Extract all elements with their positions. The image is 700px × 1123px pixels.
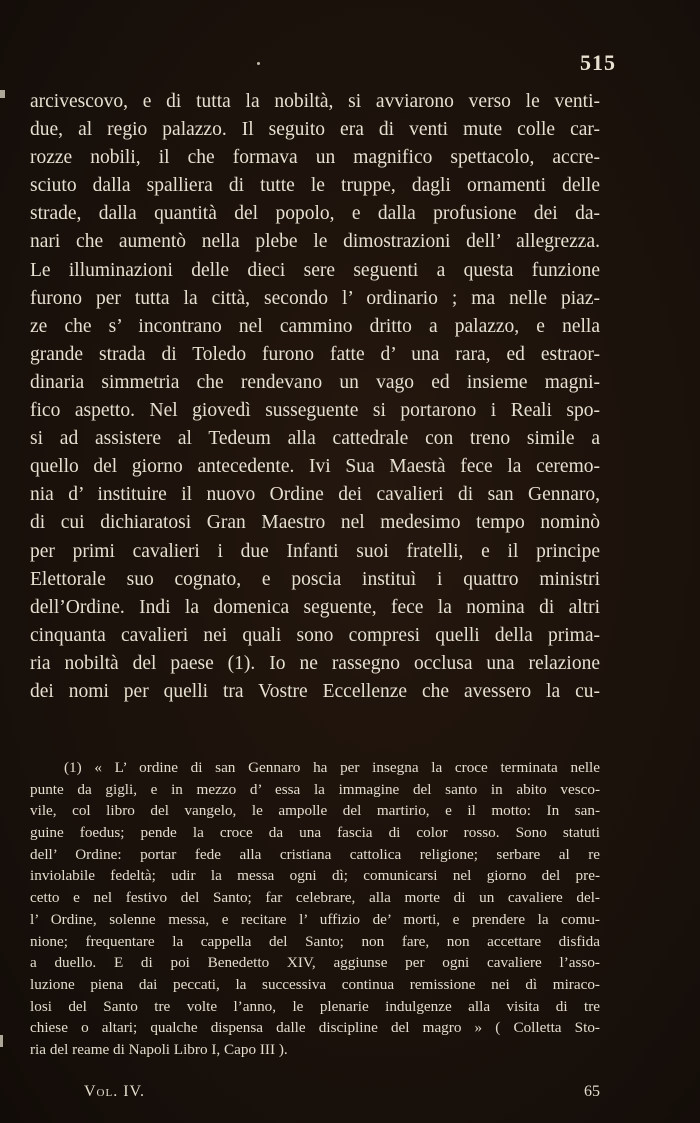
footnote-line: punte da gigli, e in mezzo d’ essa la immagine del santo in abito vesco- xyxy=(30,780,600,798)
footnote-line: nione; frequentare la cappella del Santo; non fare, non accettare disfida xyxy=(30,932,600,950)
footnote-line: luzione piena dai peccati, la successiva continua remissione nei dì miraco- xyxy=(30,975,600,993)
footnote-line: guine foedus; pende la croce da una fascia di color rosso. Sono statuti xyxy=(30,824,600,842)
main-text xyxy=(30,88,600,706)
text-line: nia d’ instituire il nuovo Ordine dei cavalieri di san Gennaro, xyxy=(30,484,600,506)
text-line: Elettorale suo cognato, e poscia instituì i quattro ministri xyxy=(30,568,600,590)
footnote xyxy=(30,757,600,1061)
text-line: due, al regio palazzo. Il seguito era di venti mute colle car- xyxy=(30,119,600,141)
footnote-line: losi del Santo tre volte l’anno, le plenarie indulgenze alla visita di tre xyxy=(30,997,600,1015)
text-line: dell’Ordine. Indi la domenica seguente, fece la nomina di altri xyxy=(30,596,600,618)
text-line: cinquanta cavalieri nei quali sono compresi quelli della prima- xyxy=(30,624,600,646)
text-line: si ad assistere al Tedeum alla cattedrale con treno simile a xyxy=(30,428,600,450)
footnote-line: cetto e nel festivo del Santo; far celebrare, alla morte di un cavaliere del- xyxy=(30,889,600,907)
text-line: grande strada di Toledo furono fatte d’ una rara, ed estraor- xyxy=(30,343,600,365)
text-line: furono per tutta la città, secondo l’ ordinario ; ma nelle piaz- xyxy=(30,287,600,309)
text-line: Le illuminazioni delle dieci sere seguenti a questa funzione xyxy=(30,259,600,281)
footnote-line: a duello. E di poi Benedetto XIV, aggiunse per ogni cavaliere l’asso- xyxy=(30,954,600,972)
text-line: ria nobiltà del paese (1). Io ne rassegno occlusa una relazione xyxy=(30,652,600,674)
text-line: sciuto dalla spalliera di tutte le truppe, dagli ornamenti delle xyxy=(30,175,600,197)
text-line: nari che aumentò nella plebe le dimostrazioni dell’ allegrezza. xyxy=(30,231,600,253)
footnote-line: dell’ Ordine: portar fede alla cristiana cattolica religione; serbare al re xyxy=(30,845,600,863)
text-line: per primi cavalieri i due Infanti suoi fratelli, e il principe xyxy=(30,540,600,562)
footnote-line: ria del reame di Napoli Libro I, Capo III ). xyxy=(30,1040,288,1058)
text-line: ze che s’ incontrano nel cammino dritto a palazzo, e nella xyxy=(30,315,600,337)
page-number: 515 xyxy=(580,50,616,75)
text-line: rozze nobili, il che formava un magnifico spettacolo, accre- xyxy=(30,147,600,169)
footnote-line: chiese o altari; qualche dispensa dalle discipline del magro » ( Colletta Sto- xyxy=(30,1019,600,1037)
text-line: di cui dichiaratosi Gran Maestro nel medesimo tempo nominò xyxy=(30,512,600,534)
footnote-line: l’ Ordine, solenne messa, e recitare l’ uffizio de’ morti, e prendere la comu- xyxy=(30,910,600,928)
text-line: strade, dalla quantità del popolo, e dalla profusione dei da- xyxy=(30,203,600,225)
text-line: dei nomi per quelli tra Vostre Eccellenze che avessero la cu- xyxy=(30,680,600,702)
footnote-line: inviolabile fedeltà; udir la messa ogni dì; comunicarsi nel giorno del pre- xyxy=(30,867,600,885)
text-line: arcivescovo, e di tutta la nobiltà, si avviarono verso le venti- xyxy=(30,91,600,112)
footnote-line: vile, col libro del vangelo, le ampolle del martirio, e il motto: In san- xyxy=(30,802,600,820)
text-line: dinaria simmetria che rendevano un vago ed insieme magni- xyxy=(30,371,600,393)
ink-speck xyxy=(257,62,260,65)
binding-mark xyxy=(0,1035,3,1047)
footnote-line: (1) « L’ ordine di san Gennaro ha per insegna la croce terminata nelle xyxy=(64,759,600,776)
sheet-signature: 65 xyxy=(584,1083,600,1100)
volume-signature: Vol. IV. xyxy=(84,1083,146,1100)
binding-mark xyxy=(0,90,5,98)
text-line: quello del giorno antecedente. Ivi Sua Maestà fece la ceremo- xyxy=(30,456,600,478)
text-line: fico aspetto. Nel giovedì susseguente si portarono i Reali spo- xyxy=(30,400,600,422)
